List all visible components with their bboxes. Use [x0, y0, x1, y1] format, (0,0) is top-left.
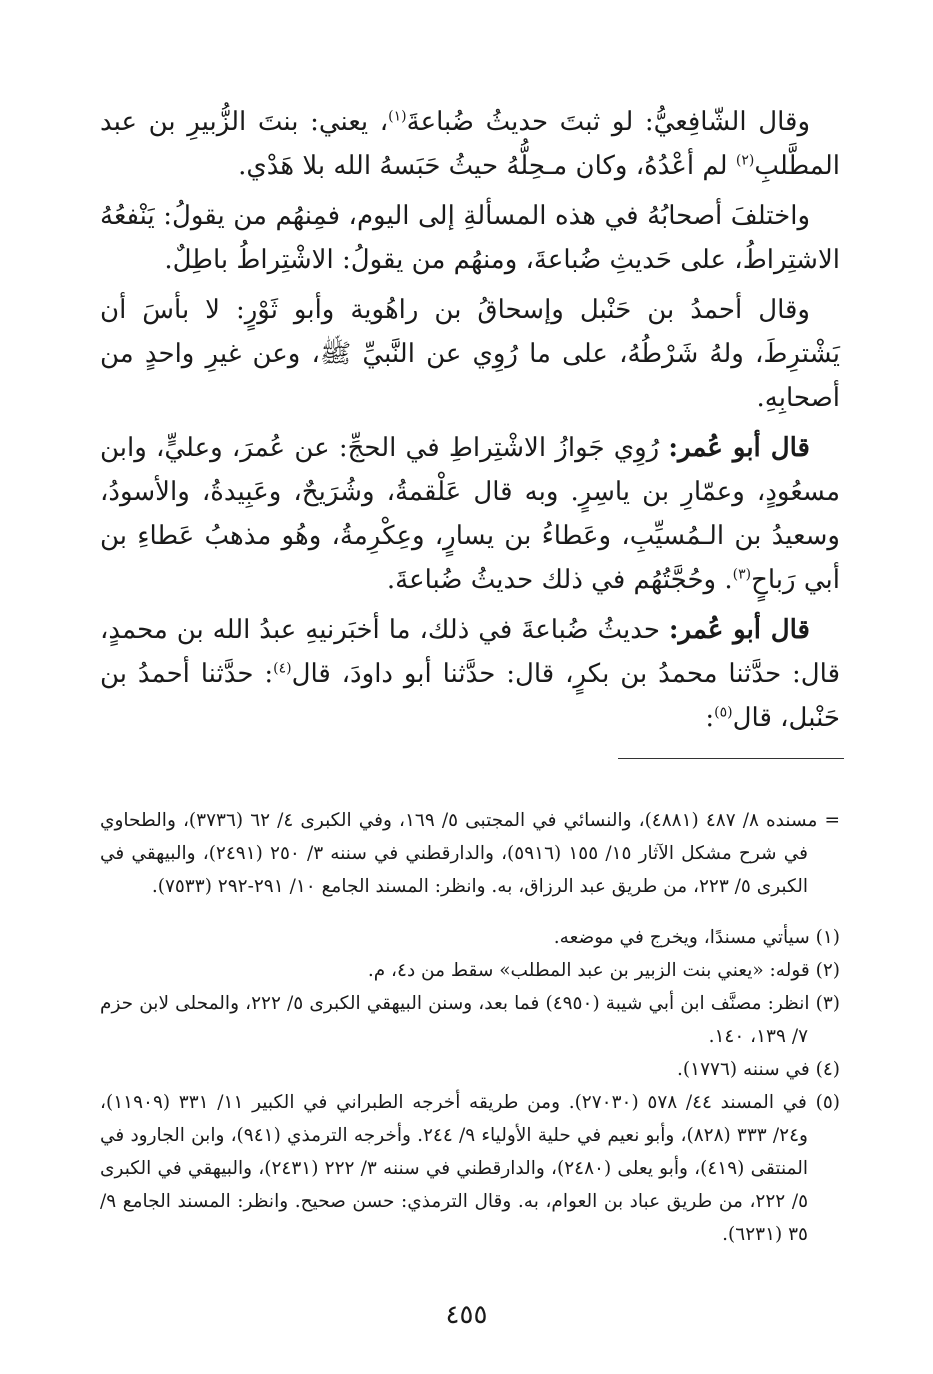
- footnote-separator: [618, 758, 844, 759]
- footnote-ref-5[interactable]: (٥): [714, 704, 733, 721]
- footnote-5: (٥) في المسند ٤٤/ ٥٧٨ (٢٧٠٣٠). ومن طريقه أخرجه الطبراني في الكبير ١١/ ٣٣١ (١١٩٠٩)، و٢٤/ ٣٣٣ (٨٢٨)، وأبو نعيم في حلية الأولياء ٩/ ٢٤٤. وأخرجه الترمذي (٩٤١)، وابن الجارود في المنتقى (٤١٩)، وأبو يعلى (٢٤٨٠)، والدارقطني في سننه ٣/ ٢٢٢ (٢٤٣١)، والبيهقي في الكبرى ٥/ ٢٢٢، من طريق عباد بن العوام، به. وقال الترمذي: حسن صحيح. وانظر: المسند الجامع ٩/ ٣٥ (٦٢٣١).: [100, 1092, 840, 1245]
- paragraph-4: [100, 426, 840, 602]
- p5-text-c: :: [705, 703, 715, 733]
- p4-text-b: . وحُجَّتُهُم في ذلك حديثُ ضُباعةَ.: [386, 565, 733, 595]
- footnote-1: (١) سيأتي مسندًا، ويخرج في موضعه.: [553, 927, 840, 948]
- paragraph-5: [100, 608, 840, 740]
- p5-text-b: : حدَّثنا أحمدُ بن حَنْبل، قال: [100, 659, 840, 733]
- footnotes: [100, 785, 840, 1251]
- paragraph-1: [100, 100, 840, 188]
- main-text: [100, 100, 840, 746]
- footnote-ref-2[interactable]: (٢): [735, 152, 755, 169]
- paragraph-3: وقال أحمدُ بن حَنْبل وإسحاقُ بن راهُوية وأبو ثَوْرٍ: لا بأسَ أن يَشْترِطَ، ولهُ شَرْطُهُ، على ما رُوِي عن النَّبيِّ ﷺ، وعن غيرِ واحدٍ من أصحابِهِ.: [100, 295, 840, 413]
- p1-text-c: لم أعْدُهُ، وكان مـحِلُّهُ حيثُ حَبَسهُ الله بلا هَدْي.: [238, 151, 736, 181]
- paragraph-2: واختلفَ أصحابُهُ في هذه المسألةِ إلى اليوم، فمِنهُم من يقولُ: يَنْفعُهُ الاشتِراطُ، على حَديثِ ضُباعةَ، ومنهُم من يقولُ: الاشْتِراطُ باطِلٌ.: [100, 201, 840, 275]
- p4-lead: قال أبو عُمر:: [668, 433, 810, 463]
- p1-text-b: ، يعني: بنتَ الزُّبيرِ بن عبد المطَّلبِ: [100, 107, 840, 181]
- footnote-continuation: = مسنده ٨/ ٤٨٧ (٤٨٨١)، والنسائي في المجتبى ٥/ ١٦٩، وفي الكبرى ٤/ ٦٢ (٣٧٣٦)، والطحاوي في شرح مشكل الآثار ١٥/ ١٥٥ (٥٩١٦)، والدارقطني في سننه ٣/ ٢٥٠ (٢٤٩١)، والبيهقي في الكبرى ٥/ ٢٢٣، من طريق عبد الرزاق، به. وانظر: المسند الجامع ١٠/ ٢٩١-٢٩٢ (٧٥٣٣).: [100, 809, 840, 897]
- p1-text-a: وقال الشّافِعيُّ: لو ثبتَ حديثُ ضُباعةَ: [406, 107, 810, 137]
- p5-text-a: حديثُ ضُباعةَ في ذلك، ما أخبَرنيهِ عبدُ الله بن محمدٍ، قال: حدَّثنا محمدُ بن بكرٍ، قال: حدَّثنا أبو داودَ، قال: [100, 615, 841, 689]
- p4-text-a: رُوِي جَوازُ الاشْتِراطِ في الحجِّ: عن عُمرَ، وعليٍّ، وابن مسعُودٍ، وعمّارِ بن ياسِرٍ. وبه قال عَلْقمةُ، وشُرَيحٌ، وعَبِيدةُ، والأسودُ، وسعيدُ بن الـمُسيِّبِ، وعَطاءُ بن يسارٍ، وعِكْرِمةُ، وهُو مذهبُ عَطاءِ بن أبي رَباحٍ: [100, 433, 840, 595]
- footnote-ref-1[interactable]: (١): [388, 108, 407, 125]
- footnote-2: (٢) قوله: «يعني بنت الزبير بن عبد المطلب» سقط من د٤، م.: [367, 960, 840, 981]
- footnote-3: (٣) انظر: مصنَّف ابن أبي شيبة (٤٩٥٠) فما بعد، وسنن البيهقي الكبرى ٥/ ٢٢٢، والمحلى لابن حزم ٧/ ١٣٩، ١٤٠.: [100, 993, 840, 1047]
- footnote-ref-4[interactable]: (٤): [273, 660, 292, 677]
- page-number: ٤٥٥: [445, 1300, 488, 1330]
- footnote-ref-3[interactable]: (٣): [732, 566, 752, 583]
- p5-lead: قال أبو عُمر:: [668, 615, 810, 645]
- footnote-4: (٤) في سننه (١٧٧٦).: [677, 1059, 840, 1080]
